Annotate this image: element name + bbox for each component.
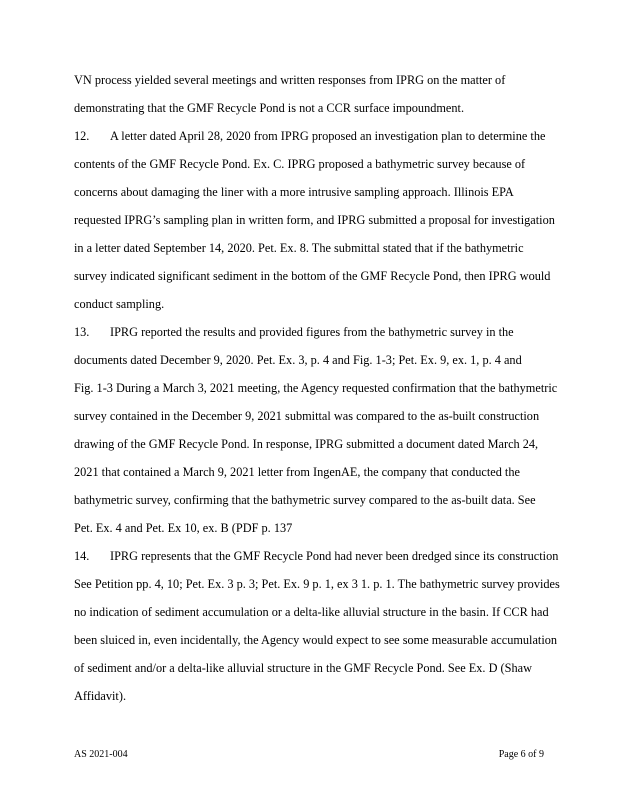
text-line — [74, 206, 564, 234]
line-text: documents dated December 9, 2020. Pet. Ex. 3, p. 4 and Fig. 1-3; Pet. Ex. 9, ex. 1, p. 4 and — [74, 353, 522, 367]
line-text: requested IPRG’s sampling plan in written form, and IPRG submitted a proposal for investigation — [74, 213, 555, 227]
line-text: no indication of sediment accumulation or a delta-like alluvial structure in the basin. If CCR had — [74, 605, 549, 619]
line-text: survey contained in the December 9, 2021 submittal was compared to the as-built construction — [74, 409, 540, 423]
line-text: Fig. 1-3 During a March 3, 2021 meeting, the Agency requested confirmation that the bathymetric — [74, 381, 558, 395]
text-line — [74, 430, 564, 458]
text-line — [74, 262, 564, 290]
line-text: drawing of the GMF Recycle Pond. In response, IPRG submitted a document dated March 24, — [74, 437, 539, 451]
line-text: See Petition pp. 4, 10; Pet. Ex. 3 p. 3; Pet. Ex. 9 p. 1, ex 3 1. p. 1. The bathymetric survey provides — [74, 577, 560, 591]
text-line — [74, 654, 564, 682]
text-line — [74, 682, 564, 710]
line-text: concerns about damaging the liner with a more intrusive sampling approach. Illinois EPA — [74, 185, 514, 199]
text-line — [74, 458, 564, 486]
text-line — [74, 150, 564, 178]
line-text: demonstrating that the GMF Recycle Pond is not a CCR surface impoundment. — [74, 101, 465, 115]
footer-docket-number: AS 2021-004 — [74, 749, 128, 760]
text-line — [74, 514, 564, 542]
paragraph-number: 12. — [74, 129, 90, 143]
line-text: of sediment and/or a delta-like alluvial structure in the GMF Recycle Pond. See Ex. D (Shaw — [74, 661, 532, 675]
text-line — [74, 66, 564, 94]
line-text: A letter dated April 28, 2020 from IPRG proposed an investigation plan to determine the — [110, 129, 546, 143]
line-text: contents of the GMF Recycle Pond. Ex. C. IPRG proposed a bathymetric survey because of — [74, 157, 526, 171]
text-line — [74, 374, 564, 402]
paragraph-14-start — [74, 542, 564, 570]
text-line — [74, 486, 564, 514]
line-text: in a letter dated September 14, 2020. Pet. Ex. 8. The submittal stated that if the bathymetric — [74, 241, 524, 255]
text-line — [74, 402, 564, 430]
line-text: survey indicated significant sediment in the bottom of the GMF Recycle Pond, then IPRG would — [74, 269, 551, 283]
text-line — [74, 234, 564, 262]
line-text: Pet. Ex. 4 and Pet. Ex 10, ex. B (PDF p. 137 — [74, 521, 293, 535]
line-text: been sluiced in, even incidentally, the Agency would expect to see some measurable accumulation — [74, 633, 558, 647]
line-text: conduct sampling. — [74, 297, 165, 311]
line-text: IPRG reported the results and provided figures from the bathymetric survey in the — [110, 325, 514, 339]
footer-page-number: Page 6 of 9 — [498, 749, 544, 760]
line-text: bathymetric survey, confirming that the bathymetric survey compared to the as-built data. See — [74, 493, 536, 507]
line-text: 2021 that contained a March 9, 2021 letter from IngenAE, the company that conducted the — [74, 465, 520, 479]
text-line — [74, 626, 564, 654]
text-line — [74, 94, 564, 122]
paragraph-13-start — [74, 318, 564, 346]
body-text — [74, 66, 564, 710]
paragraph-number: 14. — [74, 549, 90, 563]
text-line — [74, 598, 564, 626]
text-line — [74, 346, 564, 374]
line-text: VN process yielded several meetings and written responses from IPRG on the matter of — [74, 73, 506, 87]
paragraph-number: 13. — [74, 325, 90, 339]
line-text: Affidavit). — [74, 689, 127, 703]
text-line — [74, 178, 564, 206]
paragraph-12-start — [74, 122, 564, 150]
text-line — [74, 570, 564, 598]
text-line — [74, 290, 564, 318]
line-text: IPRG represents that the GMF Recycle Pond had never been dredged since its construction — [110, 549, 559, 563]
